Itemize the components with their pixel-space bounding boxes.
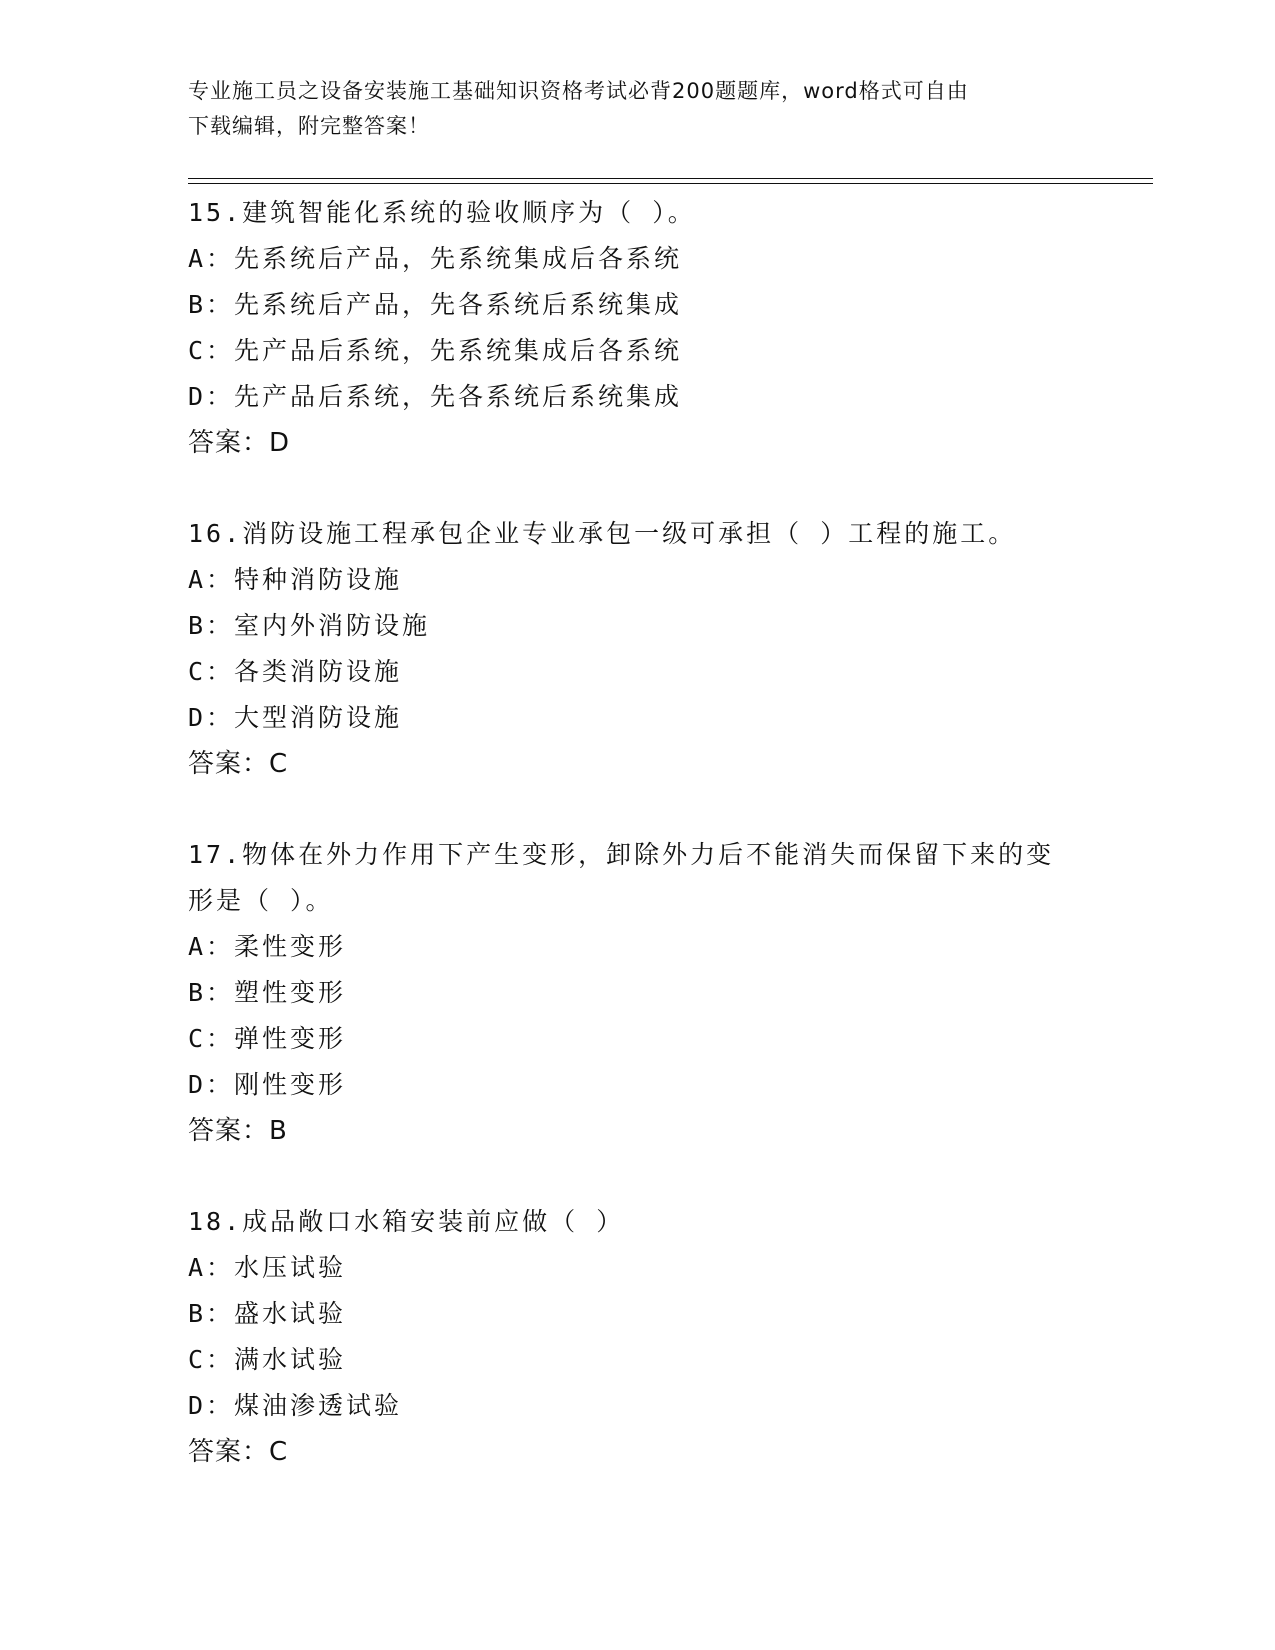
question-17	[188, 832, 1088, 1154]
question-stem: 16.消防设施工程承包企业专业承包一级可承担（ ）工程的施工。	[188, 519, 1017, 548]
option-d: D：煤油渗透试验	[188, 1391, 403, 1420]
question-stem-line-1: 17.物体在外力作用下产生变形，卸除外力后不能消失而保留下来的变	[188, 840, 1055, 869]
option-b: B：塑性变形	[188, 978, 347, 1007]
option-a: A：特种消防设施	[188, 565, 403, 594]
question-stem: 15.建筑智能化系统的验收顺序为（ ）。	[188, 198, 696, 227]
header-divider-top	[188, 178, 1153, 179]
document-header	[188, 74, 1068, 144]
header-line-2: 下载编辑，附完整答案！	[188, 114, 430, 138]
question-stem-line-2: 形是（ ）。	[188, 886, 334, 915]
option-c: C：弹性变形	[188, 1024, 347, 1053]
answer-label: 答案：B	[188, 1116, 288, 1146]
question-15	[188, 190, 1088, 466]
question-list	[188, 190, 1088, 1520]
option-a: A：先系统后产品，先系统集成后各系统	[188, 244, 683, 273]
answer-label: 答案：D	[188, 428, 291, 458]
option-d: D：刚性变形	[188, 1070, 347, 1099]
question-stem: 18.成品敞口水箱安装前应做（ ）	[188, 1207, 625, 1236]
option-b: B：先系统后产品，先各系统后系统集成	[188, 290, 683, 319]
header-divider-bottom	[188, 183, 1153, 184]
option-a: A：水压试验	[188, 1253, 347, 1282]
option-d: D：大型消防设施	[188, 703, 403, 732]
question-16	[188, 511, 1088, 787]
option-d: D：先产品后系统，先各系统后系统集成	[188, 382, 683, 411]
option-b: B：盛水试验	[188, 1299, 347, 1328]
option-c: C：先产品后系统，先系统集成后各系统	[188, 336, 683, 365]
answer-label: 答案：C	[188, 749, 289, 779]
question-18	[188, 1199, 1088, 1475]
header-line-1: 专业施工员之设备安装施工基础知识资格考试必背200题题库，word格式可自由	[188, 79, 969, 103]
answer-label: 答案：C	[188, 1437, 289, 1467]
option-c: C：满水试验	[188, 1345, 347, 1374]
option-b: B：室内外消防设施	[188, 611, 431, 640]
option-c: C：各类消防设施	[188, 657, 403, 686]
option-a: A：柔性变形	[188, 932, 347, 961]
